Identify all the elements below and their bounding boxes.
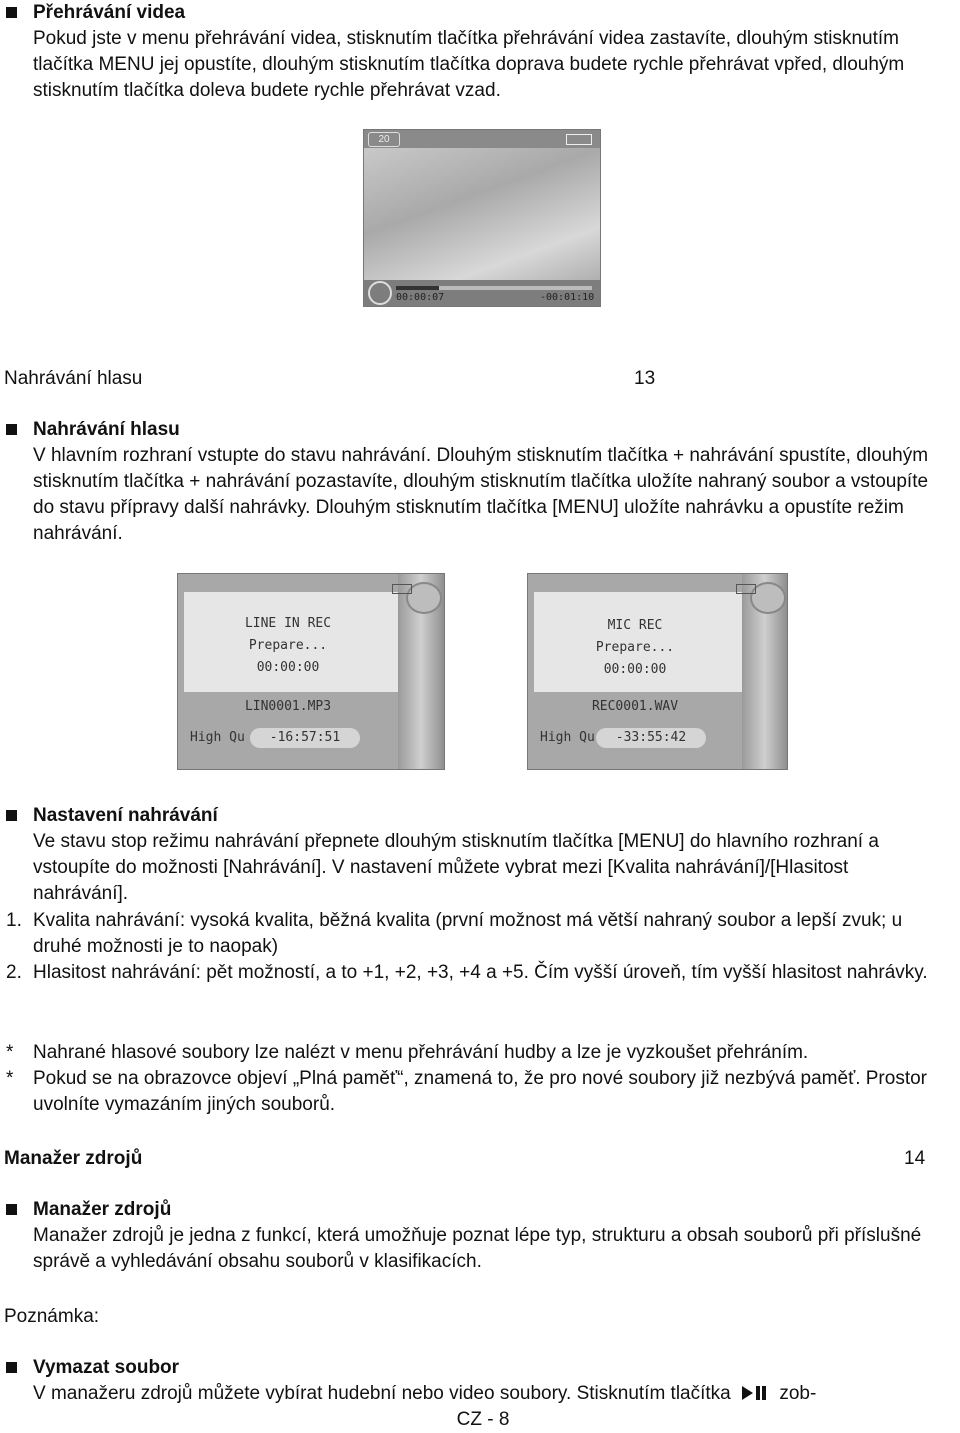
list-item-volume: Hlasitost nahrávání: pět možností, a to +1, +2, +3, +4 a +5. Čím vyšší úroveň, tím vyšší hlasitost nahrávky. — [33, 962, 928, 983]
section-heading-settings: Nastavení nahrávání — [33, 805, 218, 826]
bullet-square — [6, 1204, 17, 1215]
rec-time: 00:00:00 — [603, 662, 667, 677]
delete-text-start: V manažeru zdrojů můžete vybírat hudební nebo video soubory. Stisknutím tlačítka — [33, 1383, 731, 1404]
page-number-14: 14 — [904, 1148, 926, 1169]
page-footer: CZ - 8 — [456, 1409, 510, 1430]
note-text: Nahrané hlasové soubory lze nalézt v menu přehrávání hudby a lze je vyzkoušet přehráním. — [33, 1042, 809, 1063]
video-elapsed: 00:00:07 — [396, 292, 445, 303]
video-progress-fill — [396, 286, 439, 290]
mic-rec-screenshot — [527, 573, 788, 770]
section-heading-delete: Vymazat soubor — [33, 1357, 180, 1378]
note-label: Poznámka: — [4, 1306, 100, 1327]
delete-text-end: zob- — [779, 1383, 817, 1404]
list-number: 1. — [6, 910, 22, 931]
note-mark: * — [6, 1068, 14, 1089]
video-progress-track — [396, 286, 592, 290]
rec-title: MIC REC — [607, 618, 663, 633]
list-number: 2. — [6, 962, 22, 983]
battery-icon — [392, 584, 412, 594]
rec-quality: High Qu — [540, 730, 595, 745]
rec-title: LINE IN REC — [244, 616, 332, 631]
section-text-settings: Ve stavu stop režimu nahrávání přepnete dlouhým stisknutím tlačítka [MENU] do hlavního rozhraní a vstoupíte do možnosti [Nahrávání]. V nastavení můžete vybrat mezi [Kvalita nahrávání]/[Hlasitost nahrávání]. — [33, 831, 879, 904]
video-player-screenshot — [363, 129, 601, 307]
section-heading-recording: Nahrávání hlasu — [33, 419, 180, 440]
rec-remaining: -33:55:42 — [596, 728, 706, 748]
line-in-rec-screenshot — [177, 573, 445, 770]
section-heading-video: Přehrávání videa — [33, 2, 186, 23]
note-mark: * — [6, 1042, 14, 1063]
video-remaining: -00:01:10 — [540, 292, 595, 303]
rec-status: Prepare... — [248, 638, 328, 653]
bullet-square — [6, 1362, 17, 1373]
section-text-recording: V hlavním rozhraní vstupte do stavu nahrávání. Dlouhým stisknutím tlačítka + nahrávání spustíte, dlouhým stisknutím tlačítka + nahrávání pozastavíte, dlouhým stisknutím tlačítka uložíte nahraný soubor a vstoupíte do stavu přípravy další nahrávky. Dlouhým stisknutím tlačítka [MENU] uložíte nahrávku a opustíte režim nahrávání. — [33, 445, 929, 544]
page-number-13: 13 — [634, 368, 656, 389]
battery-icon — [736, 584, 756, 594]
rec-file: LIN0001.MP3 — [244, 699, 332, 714]
play-icon — [368, 281, 392, 305]
rec-status: Prepare... — [595, 640, 675, 655]
section-text-delete — [33, 1381, 946, 1409]
bullet-square — [6, 810, 17, 821]
list-item-quality: Kvalita nahrávání: vysoká kvalita, běžná kvalita (první možnost má větší nahraný soubor a lepší zvuk; u druhé možnosti je to naopak) — [33, 910, 903, 957]
section-text-resources: Manažer zdrojů je jedna z funkcí, která umožňuje poznat lépe typ, strukturu a obsah souborů při příslušné správě a vyhledávání obsahu souborů v klasifikacích. — [33, 1225, 922, 1272]
play-pause-icon — [742, 1383, 768, 1409]
rec-time: 00:00:00 — [256, 660, 320, 675]
bullet-square — [6, 424, 17, 435]
page-label-13: Nahrávání hlasu — [4, 368, 143, 389]
section-text-video: Pokud jste v menu přehrávání videa, stisknutím tlačítka přehrávání videa zastavíte, dlouhým stisknutím tlačítka MENU jej opustíte, dlouhým stisknutím tlačítka doprava budete rychle přehrávat vpřed, dlouhým stisknutím tlačítka doleva budete rychle přehrávat vzad. — [33, 28, 905, 101]
rec-remaining: -16:57:51 — [250, 728, 360, 748]
rec-file: REC0001.WAV — [591, 699, 679, 714]
section-heading-resources: Manažer zdrojů — [33, 1199, 172, 1220]
rec-quality: High Qu — [190, 730, 245, 745]
note-text: Pokud se na obrazovce objeví „Plná paměť“, znamená to, že pro nové soubory již nezbývá paměť. Prostor uvolníte vymazáním jiných souborů. — [33, 1068, 928, 1115]
page-label-14: Manažer zdrojů — [4, 1148, 143, 1169]
bullet-square — [6, 7, 17, 18]
battery-icon — [566, 134, 592, 145]
video-counter: 20 — [368, 132, 400, 147]
